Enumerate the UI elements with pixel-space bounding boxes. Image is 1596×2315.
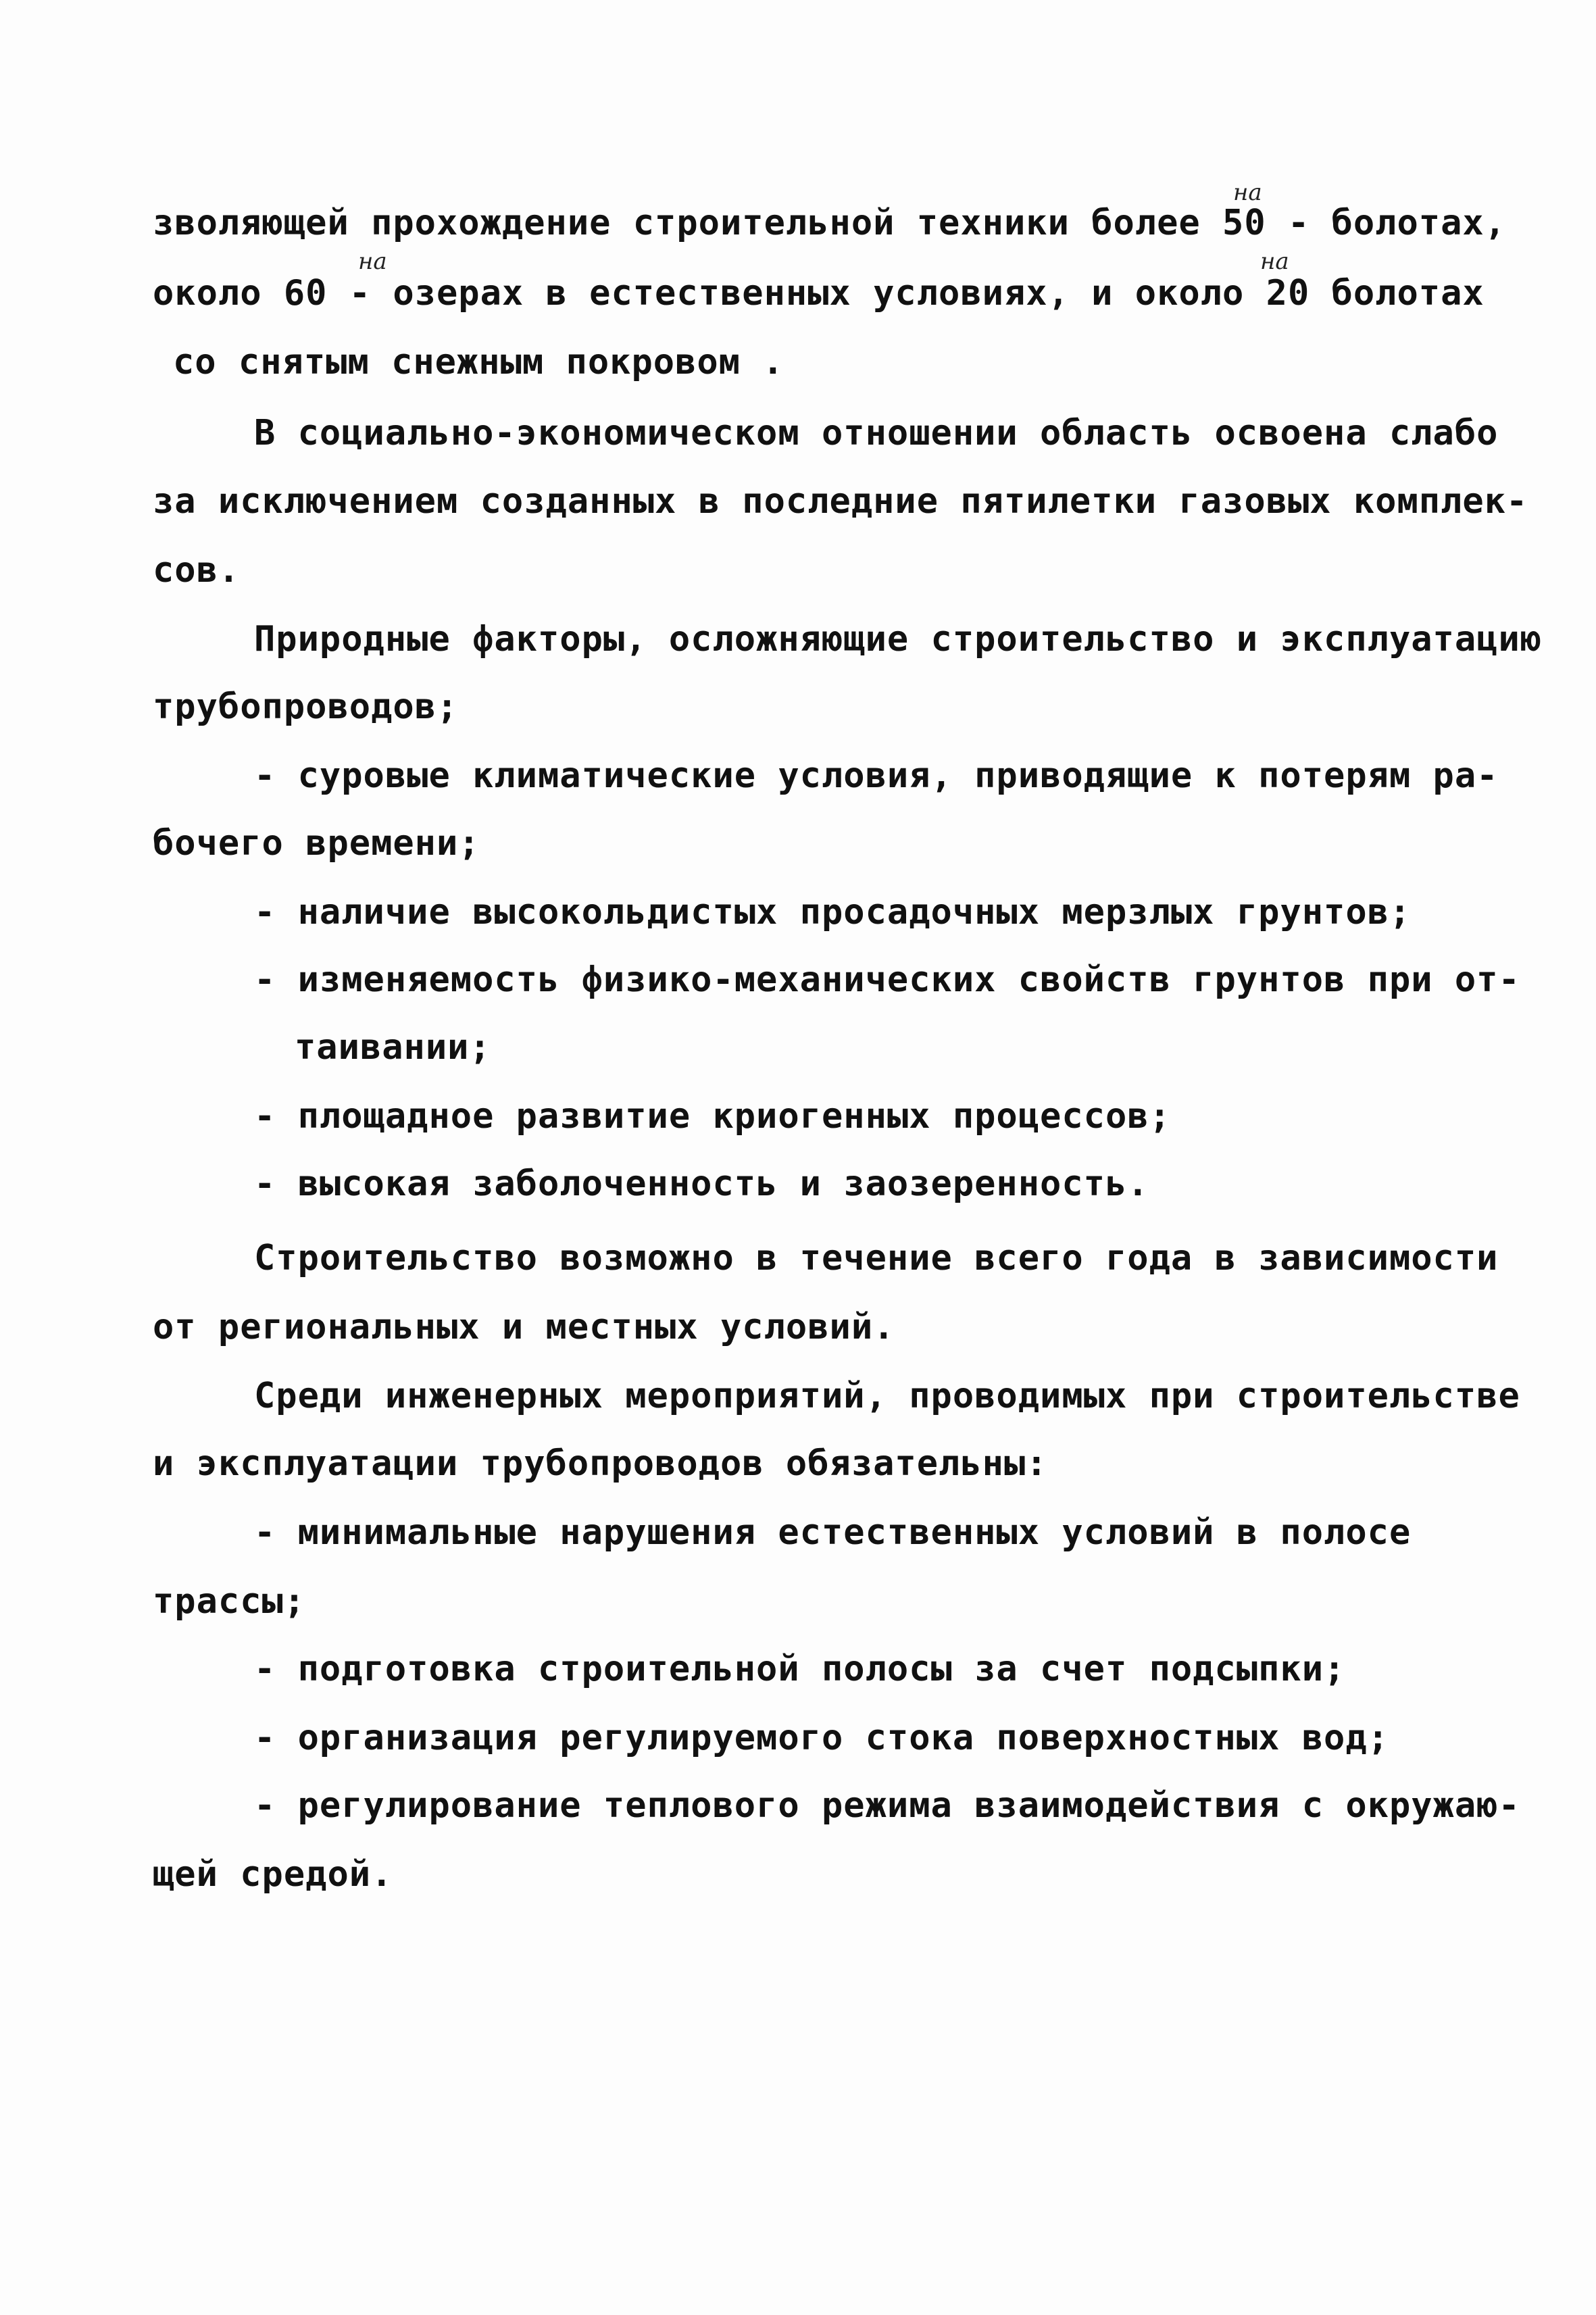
list-item: - высокая заболоченность и заозеренность.	[254, 1164, 1149, 1204]
list-item: - минимальные нарушения естественных условий в полосе	[254, 1512, 1412, 1553]
list-item: - изменяемость физико-механических свойств грунтов при от-	[254, 960, 1520, 1000]
text-line: таивании;	[295, 1027, 491, 1068]
handwritten-insertion: на	[1260, 248, 1289, 275]
text-line: трубопроводов;	[153, 687, 459, 727]
text-line: Среди инженерных мероприятий, проводимых при строительстве	[254, 1376, 1520, 1416]
text-line: В социально-экономическом отношении область освоена слабо	[254, 413, 1499, 453]
list-item: - наличие высокольдистых просадочных мерзлых грунтов;	[254, 892, 1412, 932]
text-line: около 60 - озерах в естественных условиях, и около 20 болотах	[153, 273, 1485, 314]
text-line: трассы;	[153, 1581, 306, 1622]
text-line: Строительство возможно в течение всего года в зависимости	[254, 1238, 1499, 1278]
list-item: - организация регулируемого стока поверхностных вод;	[254, 1718, 1389, 1758]
text-line: от региональных и местных условий.	[153, 1307, 895, 1347]
list-item: - площадное развитие криогенных процессов;	[254, 1096, 1171, 1137]
handwritten-insertion: на	[1233, 179, 1262, 206]
list-item: - подготовка строительной полосы за счет подсыпки;	[254, 1649, 1346, 1689]
text-line: за исключением созданных в последние пятилетки газовых комплек-	[153, 481, 1528, 522]
list-item: - регулирование теплового режима взаимодействия с окружаю-	[254, 1785, 1520, 1826]
text-line: со снятым снежным покровом .	[173, 342, 784, 382]
text-line: сов.	[153, 550, 241, 591]
text-line: зволяющей прохождение строительной техники более 50 - болотах,	[153, 203, 1507, 243]
text-line: Природные факторы, осложняющие строительство и эксплуатацию	[254, 619, 1543, 659]
text-line: щей средой.	[153, 1854, 393, 1895]
handwritten-insertion: на	[358, 248, 387, 275]
text-line: бочего времени;	[153, 823, 480, 864]
text-line: и эксплуатации трубопроводов обязательны:	[153, 1443, 1048, 1484]
list-item: - суровые климатические условия, приводящие к потерям ра-	[254, 755, 1499, 796]
